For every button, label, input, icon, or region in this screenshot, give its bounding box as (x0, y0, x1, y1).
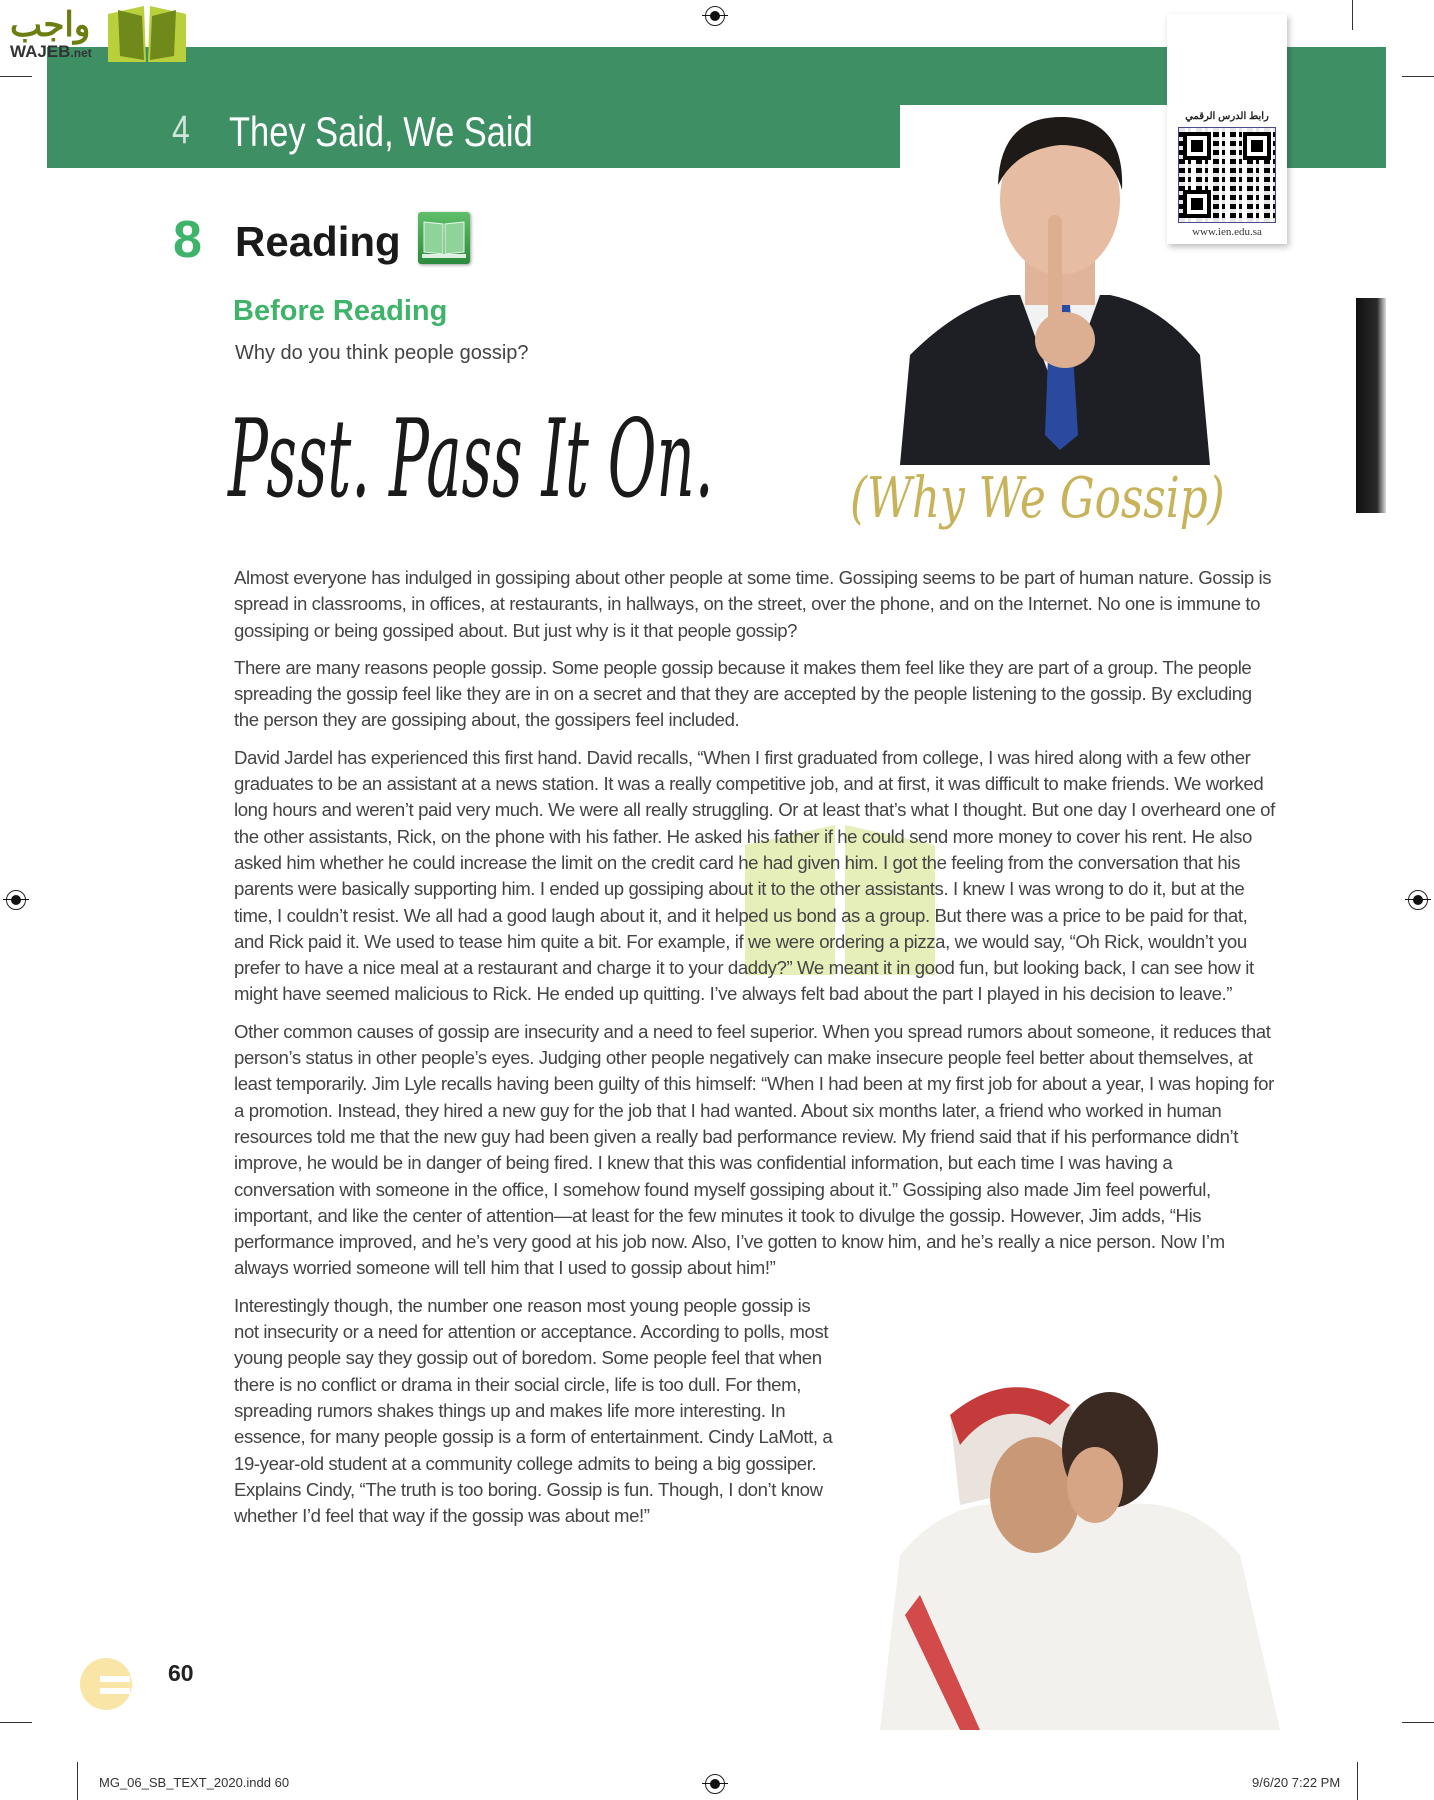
unit-number: 4 (172, 108, 190, 152)
logo-latin: WAJEB (10, 42, 71, 61)
story-subtitle: (Why We Gossip) (850, 466, 1225, 531)
before-reading-heading: Before Reading (233, 295, 448, 327)
registration-mark-icon (705, 1774, 725, 1794)
crop-mark (0, 76, 32, 77)
wajeb-logo (10, 8, 92, 62)
registration-mark-icon (705, 6, 725, 26)
registration-mark-icon (1408, 890, 1428, 910)
paragraph: Other common causes of gossip are insecurity and a need to feel superior. When you spread rumors about someone, it reduces that person’s status in other people’s eyes. Judging other people negatively can make insecure people feel better about themselves, at least temporarily. Jim Lyle recalls having been guilty of this himself: “When I had been at my first job for about a year, I was hoping for a promotion. Instead, they hired a new guy for the job that I had wanted. About six months later, a friend who worked in human resources told me that the new guy had been given a really bad performance review. My friend said that if his performance didn’t improve, he would be in danger of being fired. I knew that this was confidential information, but each time I was having a conversation with someone in the office, I somehow found myself gossiping about it.” Gossiping also made Jim feel powerful, important, and like the center of attention—at least for the few minutes it took to divulge the gossip. However, Jim adds, “His performance improved, and he’s very good at his job now. Also, I’ve gotten to know him, and he’s really a nice person. Now I’m always worried someone will tell him that I used to gossip about him!” (234, 1020, 1274, 1279)
adjacent-page-photo-edge (1356, 298, 1386, 513)
footer-date: 9/6/20 7:22 PM (1252, 1775, 1341, 1790)
qr-url: www.ien.edu.sa (1192, 226, 1262, 238)
before-reading-question: Why do you think people gossip? (235, 342, 529, 364)
crop-mark (1402, 76, 1434, 77)
paragraph: Interestingly though, the number one reason most young people gossip is not insecurity or a need for attention or acceptance. According to polls, most young people say they gossip out of boredom. Some people feel that when there is no conflict or drama in their social circle, life is too dull. For them, spreading rumors shakes things up and makes life more interesting. In essence, for many people gossip is a form of entertainment. Cindy LaMott, a 19-year-old student at a community college admits to being a big gossiper. Explains Cindy, “The truth is too boring. Gossip is fun. Though, I don’t know whether I’d feel that way if the gossip was about me!” (234, 1294, 833, 1527)
crop-mark (1357, 1762, 1358, 1800)
paragraph: There are many reasons people gossip. Some people gossip because it makes them feel like they are part of a group. The people spreading the gossip feel like they are in on a secret and that they are accepted by the people listening to the gossip. By excluding the person they are gossiping about, the gossipers feel included. (234, 656, 1252, 731)
paragraph: David Jardel has experienced this first hand. David recalls, “When I first graduated from college, I was hired along with a few other graduates to be an assistant at a news station. It was a really competitive job, and at first, it was difficult to make friends. We worked long hours and weren’t paid very much. We were all really struggling. Or at least that’s what I thought. But one day I overheard one of the other assistants, Rick, on the phone with his father. He asked his father if he could send more money to cover his rent. He also asked him whether he could increase the limit on the credit card he had given him. I got the feeling from the conversation that his parents were basically supporting him. I ended up gossiping about it to the other assistants. I knew I was wrong to do it, but at the time, I couldn’t resist. We all had a good laugh about it, and it helped us bond as a group. But there was a price to be paid for that, and Rick paid it. We used to tease him quite a bit. For example, if we were ordering a pizza, we would say, “Oh Rick, wouldn’t you prefer to have a nice meal at a restaurant and charge it to your daddy?” We meant it in good fun, but looking back, I can see how it might have seemed malicious to Rick. He ended up quitting. I’ve always felt bad about the part I played in his decision to leave.” (234, 746, 1275, 1005)
unit-title: They Said, We Said (229, 108, 533, 155)
qr-code-card[interactable] (1167, 14, 1287, 244)
paragraph: Almost everyone has indulged in gossiping about other people at some time. Gossiping seems to be part of human nature. Gossip is spread in classrooms, in offices, at restaurants, in hallways, on the street, over the phone, and on the Internet. No one is immune to gossiping or being gossiped about. But just why is it that people gossip? (234, 567, 1272, 641)
qr-code-icon[interactable] (1178, 127, 1276, 223)
registration-mark-icon (6, 890, 26, 910)
page-number: 60 (168, 1660, 194, 1686)
lesson-title: Reading (235, 218, 401, 265)
logo-arabic: واجب (10, 6, 91, 44)
lesson-number: 8 (173, 211, 202, 269)
crop-mark (77, 1762, 78, 1800)
open-book-icon (418, 212, 470, 264)
article-body (234, 565, 1276, 1540)
crop-mark (0, 1722, 32, 1723)
book-logo-icon (106, 4, 188, 64)
crop-mark (1352, 0, 1353, 30)
qr-label: رابط الدرس الرقمي (1185, 111, 1269, 122)
footer-file-name: MG_06_SB_TEXT_2020.indd 60 (99, 1775, 290, 1790)
logo-suffix: .net (70, 46, 92, 60)
crop-mark (1402, 1722, 1434, 1723)
page-emblem-icon (78, 1640, 134, 1712)
story-title: Psst. Pass It On. (228, 397, 714, 522)
